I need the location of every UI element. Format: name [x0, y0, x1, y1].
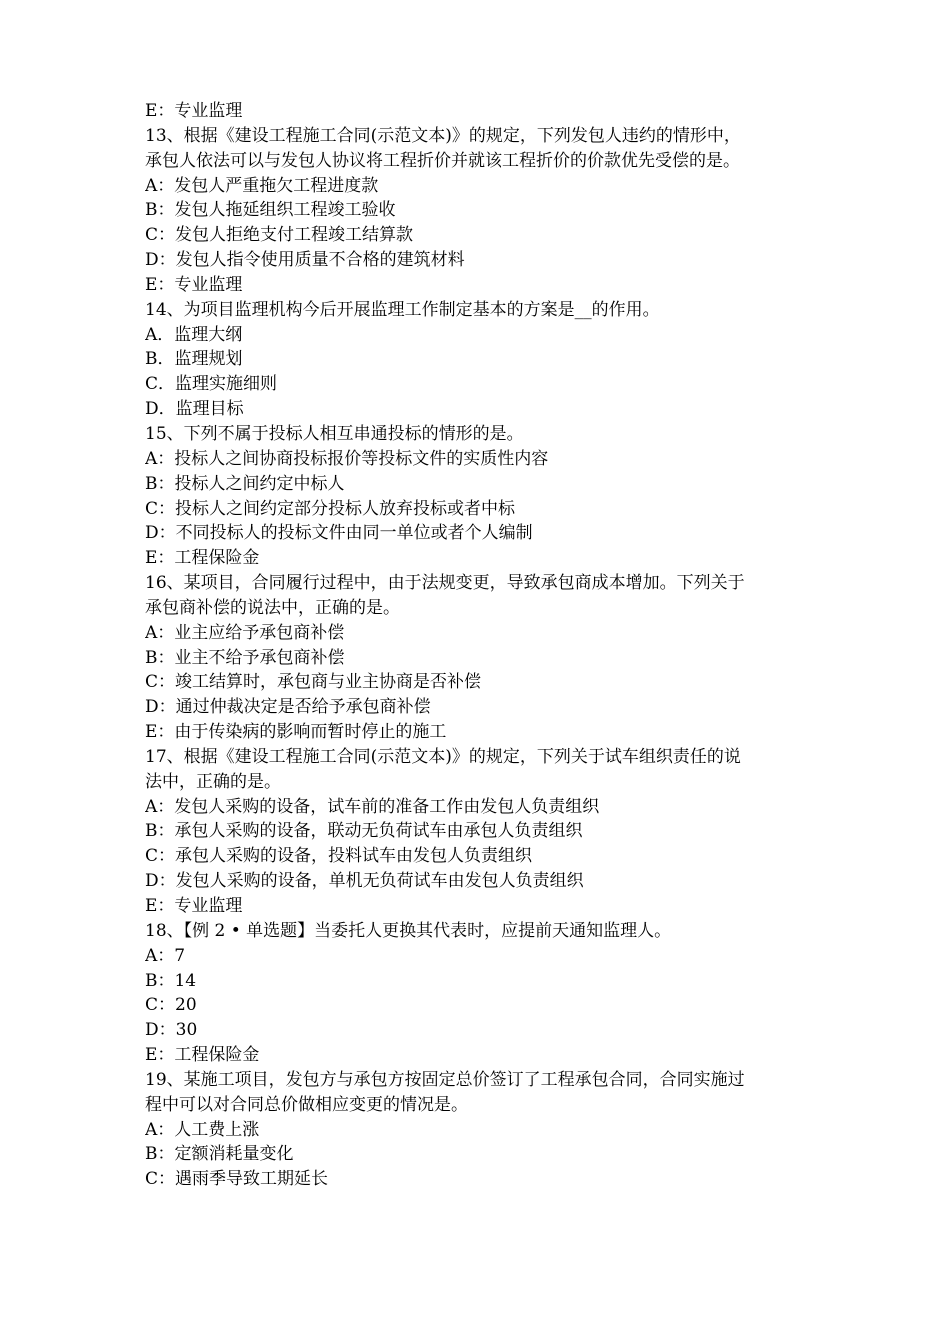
text-line: 15、下列不属于投标人相互串通投标的情形的是。: [145, 423, 524, 444]
text-line: B：承包人采购的设备，联动无负荷试车由承包人负责组织: [145, 821, 583, 842]
text-line: A：7: [145, 945, 186, 966]
text-line: A：投标人之间协商投标报价等投标文件的实质性内容: [145, 448, 549, 469]
text-line: B：14: [145, 970, 197, 991]
text-line: A：发包人采购的设备，试车前的准备工作由发包人负责组织: [145, 796, 600, 817]
text-line: 18、【例 2 • 单选题】当委托人更换其代表时，应提前天通知监理人。: [145, 920, 672, 941]
text-line: D：发包人采购的设备，单机无负荷试车由发包人负责组织: [145, 871, 584, 892]
text-line: 17、根据《建设工程施工合同(示范文本)》的规定，下列关于试车组织责任的说: [145, 746, 741, 767]
text-line: D：不同投标人的投标文件由同一单位或者个人编制: [145, 523, 533, 544]
text-line: B：投标人之间约定中标人: [145, 473, 345, 494]
text-line: E：专业监理: [145, 274, 243, 295]
text-line: A：人工费上涨: [145, 1119, 260, 1140]
text-line: B：发包人拖延组织工程竣工验收: [145, 200, 396, 221]
text-line: B：定额消耗量变化: [145, 1144, 294, 1165]
text-line: E：专业监理: [145, 896, 243, 916]
text-line: 14、为项目监理机构今后开展监理工作制定基本的方案是__的作用。: [145, 299, 660, 320]
text-line: C：投标人之间约定部分投标人放弃投标或者中标: [145, 498, 516, 519]
text-line: C：竣工结算时，承包商与业主协商是否补偿: [145, 672, 482, 693]
text-line: C．监理实施细则: [145, 374, 278, 395]
text-line: C：遇雨季导致工期延长: [145, 1169, 329, 1190]
text-line: A：发包人严重拖欠工程进度款: [145, 175, 379, 196]
text-line: C：发包人拒绝支付工程竣工结算款: [145, 225, 414, 246]
text-line: E：工程保险金: [145, 1045, 260, 1066]
text-line: D：30: [145, 1020, 198, 1041]
document-body: [145, 99, 817, 1192]
text-line: A：业主应给予承包商补偿: [145, 622, 345, 643]
text-line: 程中可以对合同总价做相应变更的情况是。: [145, 1094, 468, 1115]
text-line: 法中，正确的是。: [145, 771, 281, 792]
text-line: 19、某施工项目，发包方与承包方按固定总价签订了工程承包合同，合同实施过: [145, 1069, 745, 1090]
text-line: E：工程保险金: [145, 548, 260, 569]
text-line: E：专业监理: [145, 101, 243, 121]
text-line: 承包商补偿的说法中，正确的是。: [145, 597, 400, 618]
text-line: B：业主不给予承包商补偿: [145, 647, 345, 668]
text-line: D．监理目标: [145, 399, 244, 420]
text-line: E：由于传染病的影响而暂时停止的施工: [145, 722, 447, 743]
text-line: D：通过仲裁决定是否给予承包商补偿: [145, 697, 431, 718]
text-line: 承包人依法可以与发包人协议将工程折价并就该工程折价的价款优先受偿的是。: [145, 150, 740, 171]
text-line: C：承包人采购的设备，投料试车由发包人负责组织: [145, 846, 533, 867]
text-line: 16、某项目，合同履行过程中，由于法规变更，导致承包商成本增加。下列关于: [145, 573, 745, 594]
text-line: C：20: [145, 995, 197, 1016]
text-line: A．监理大纲: [145, 324, 243, 345]
text-line: 13、根据《建设工程施工合同(示范文本)》的规定，下列发包人违约的情形中，: [145, 125, 741, 146]
text-line: D：发包人指令使用质量不合格的建筑材料: [145, 250, 465, 271]
text-line: B．监理规划: [145, 349, 243, 370]
